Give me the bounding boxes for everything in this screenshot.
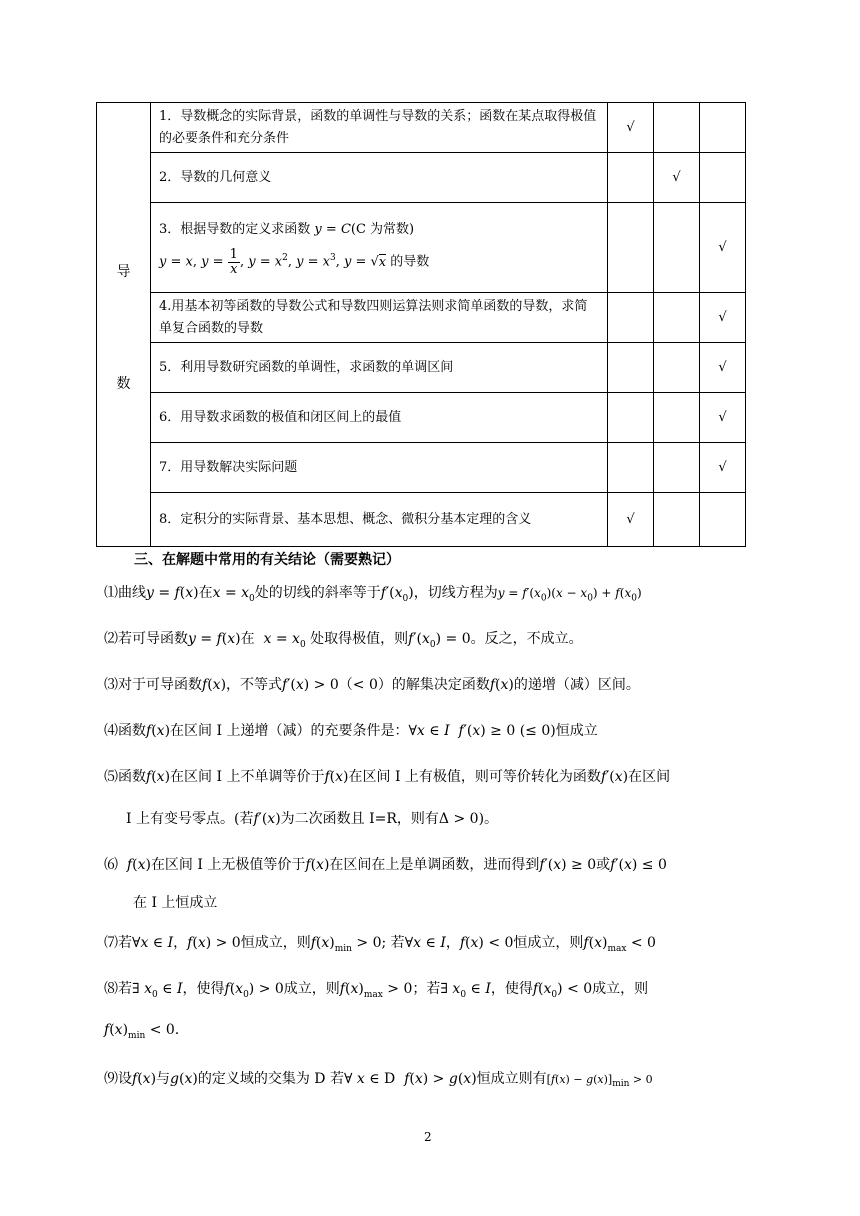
- row-text: 6．用导数求函数的极值和闭区间上的最值: [151, 393, 608, 443]
- mark-cell: [654, 293, 700, 343]
- category-char-top: 导: [116, 264, 131, 280]
- row-text: 8．定积分的实际背景、基本思想、概念、微积分基本定理的含义: [151, 493, 608, 547]
- mark-cell: [608, 443, 654, 493]
- mark-cell: [608, 343, 654, 393]
- section-title: 三、在解题中常用的有关结论（需要熟记）: [134, 552, 400, 568]
- mark-cell: [608, 293, 654, 343]
- mark-cell: √: [700, 203, 746, 293]
- row-text: 1．导数概念的实际背景，函数的单调性与导数的关系；函数在某点取得极值的必要条件和充分条件: [151, 103, 608, 153]
- mark-cell: √: [700, 443, 746, 493]
- conclusion-7: ⑺若∀x ∈ I，f(x) > 0恒成立，则$f(x)_{min} > 0$; 若∀x ∈ I，f(x) < 0恒成立，则$f(x)_{max} < 0$: [104, 935, 656, 954]
- category-cell: [97, 103, 151, 547]
- conclusion-6: ⑹ f(x)在区间 I 上无极值等价于f(x)在区间在上是单调函数，进而得到f′(x) ≥ 0或f′(x) ≤ 0: [104, 857, 667, 873]
- mark-cell: [700, 493, 746, 547]
- conclusion-6-cont: 在 I 上恒成立: [133, 895, 218, 911]
- conclusion-8: ⑻若∃ $x_0$ ∈ I，使得$f(x_0) > 0$成立，则$f(x)_{max} > 0$；若∃ $x_0$ ∈ I，使得$f(x_0) < 0$成立，则: [104, 981, 649, 1000]
- conclusion-8-cont: $f(x)_{min} < 0$.: [104, 1022, 180, 1041]
- mark-cell: [608, 153, 654, 203]
- conclusion-4: ⑷函数f(x)在区间 I 上递增（减）的充要条件是：∀x ∈ I f′(x) ≥ 0 (≤ 0)恒成立: [104, 723, 598, 739]
- row-text: 4.用基本初等函数的导数公式和导数四则运算法则求简单函数的导数，求简单复合函数的导数: [151, 293, 608, 343]
- mark-cell: √: [654, 153, 700, 203]
- category-char-bottom: 数: [116, 376, 131, 392]
- mark-cell: [654, 443, 700, 493]
- mark-cell: √: [700, 343, 746, 393]
- mark-cell: [654, 103, 700, 153]
- mark-cell: [608, 393, 654, 443]
- conclusion-9: ⑼设f(x)与g(x)的定义域的交集为 D 若∀ x ∈ D f(x) > g(x)恒成立则有$[f(x) - g(x)]_{min} > 0$: [104, 1071, 653, 1090]
- conclusion-5: ⑸函数f(x)在区间 I 上不单调等价于f(x)在区间 I 上有极值，则可等价转化为函数f′(x)在区间: [104, 769, 671, 785]
- mark-cell: [700, 153, 746, 203]
- conclusion-1: ⑴曲线y = f(x)在$x = x_0$处的切线的斜率等于$f'(x_0)$，切线方程为$y = f'(x_0)(x - x_0) + f(x_0)$: [104, 585, 642, 604]
- mark-cell: √: [608, 103, 654, 153]
- mark-cell: [608, 203, 654, 293]
- mark-cell: [654, 343, 700, 393]
- row-text: 2．导数的几何意义: [151, 153, 608, 203]
- page-number: 2: [424, 1130, 432, 1144]
- mark-cell: [654, 393, 700, 443]
- row-text-formula: 3．根据导数的定义求函数 y = C(C 为常数) y = x, y = $\frac{1}{x}$ , $y = x^2$, $y = x^3$, y = √x 的导数: [151, 203, 608, 293]
- conclusion-5-cont: I 上有变号零点。(若f′(x)为二次函数且 I=R，则有Δ > 0)。: [126, 811, 499, 827]
- conclusion-2: ⑵若可导函数y = f(x)在 $x = x_0$ 处取得极值，则$f'(x_0) = 0$。反之，不成立。: [104, 631, 583, 650]
- requirements-table: [96, 102, 746, 547]
- conclusion-3: ⑶对于可导函数f(x)，不等式f′(x) > 0（< 0）的解集决定函数f(x)的递增（减）区间。: [104, 677, 640, 693]
- mark-cell: [654, 493, 700, 547]
- mark-cell: √: [608, 493, 654, 547]
- row-text: 7．用导数解决实际问题: [151, 443, 608, 493]
- mark-cell: [654, 203, 700, 293]
- row-text: 5．利用导数研究函数的单调性，求函数的单调区间: [151, 343, 608, 393]
- mark-cell: √: [700, 393, 746, 443]
- mark-cell: [700, 103, 746, 153]
- mark-cell: √: [700, 293, 746, 343]
